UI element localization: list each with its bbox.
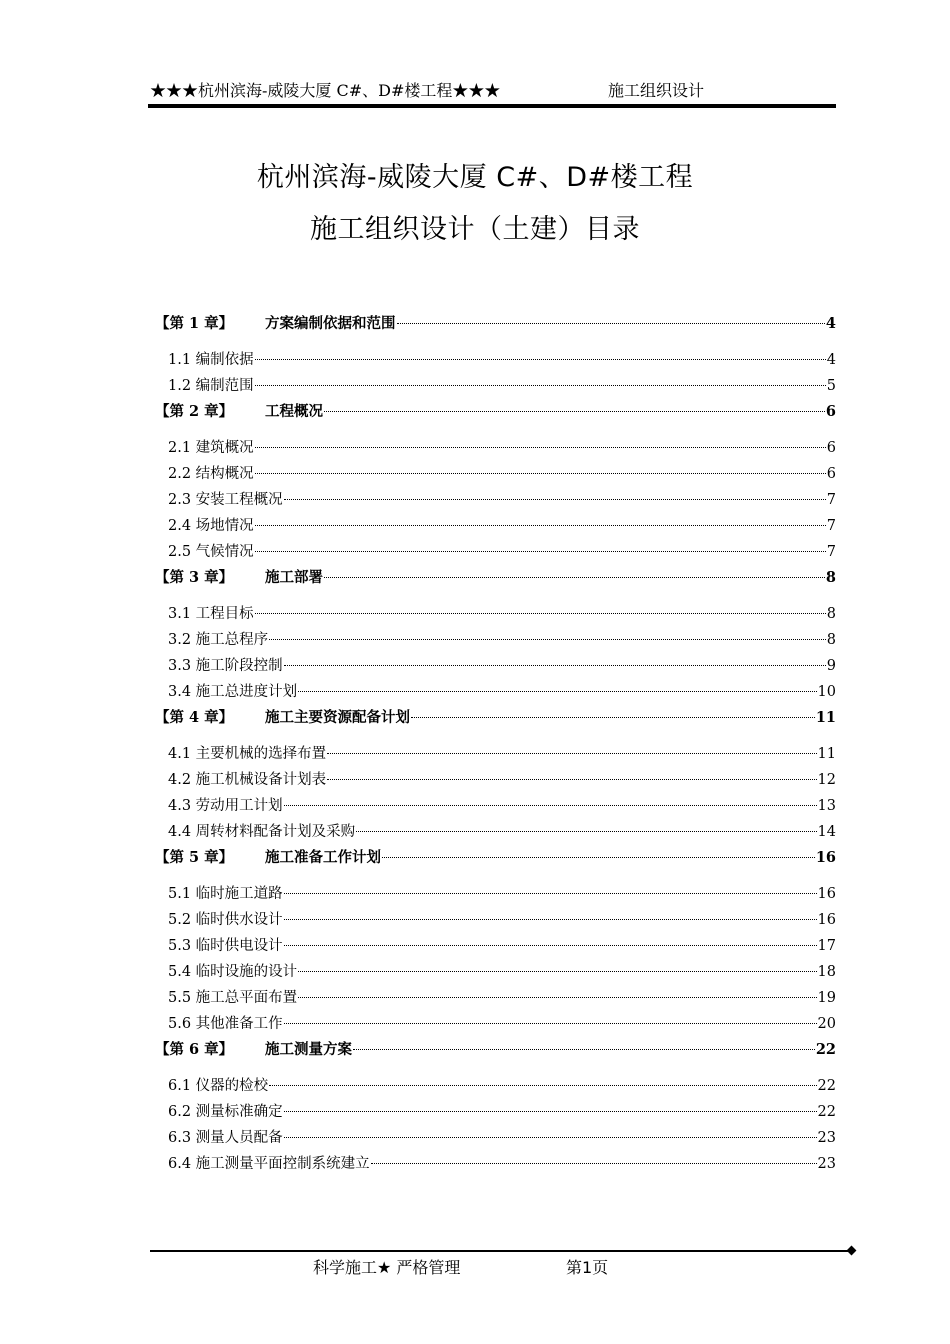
toc-leader-dots [255, 473, 826, 474]
toc-chapter-title: 施工主要资源配备计划 [265, 709, 410, 726]
toc-leader-dots [284, 1111, 817, 1112]
toc-page-number: 4 [825, 315, 836, 332]
toc-section-title: 4.1 主要机械的选择布置 [168, 746, 327, 762]
toc-section-row[interactable] [155, 603, 836, 629]
toc-leader-dots [284, 945, 817, 946]
toc-leader-dots [371, 1163, 817, 1164]
toc-chapter-row[interactable] [155, 847, 836, 883]
toc-chapter-row[interactable] [155, 313, 836, 349]
toc-section-title: 4.3 劳动用工计划 [168, 798, 283, 814]
toc-leader-dots [269, 1085, 816, 1086]
toc-page-number: 4 [826, 352, 836, 368]
toc-page-number: 16 [815, 849, 836, 866]
toc-leader-dots [324, 411, 825, 412]
toc-leader-dots [255, 385, 826, 386]
toc-chapter-number: 【第 3 章】 [155, 569, 234, 586]
toc-leader-dots [284, 919, 817, 920]
toc-section-title: 3.1 工程目标 [168, 606, 254, 622]
toc-page-number: 16 [817, 886, 836, 902]
toc-section-row[interactable] [155, 743, 836, 769]
toc-section-row[interactable] [155, 769, 836, 795]
toc-leader-dots [269, 639, 826, 640]
toc-leader-dots [298, 691, 816, 692]
toc-leader-dots [284, 1137, 817, 1138]
toc-chapter-number: 【第 6 章】 [155, 1041, 234, 1058]
toc-page-number: 14 [817, 824, 836, 840]
toc-page-number: 7 [826, 544, 836, 560]
toc-page-number: 22 [817, 1078, 836, 1094]
toc-leader-dots [382, 857, 815, 858]
toc-section-row[interactable] [155, 655, 836, 681]
toc-section-title: 2.1 建筑概况 [168, 440, 254, 456]
toc-page-number: 13 [817, 798, 836, 814]
toc-section-title: 5.3 临时供电设计 [168, 938, 283, 954]
toc-section-row[interactable] [155, 1075, 836, 1101]
toc-section-row[interactable] [155, 795, 836, 821]
toc-section-title: 6.2 测量标准确定 [168, 1104, 283, 1120]
toc-page-number: 8 [826, 632, 836, 648]
toc-leader-dots [255, 613, 826, 614]
toc-page-number: 17 [817, 938, 836, 954]
toc-page-number: 11 [815, 709, 836, 726]
toc-section-row[interactable] [155, 375, 836, 401]
toc-section-row[interactable] [155, 1013, 836, 1039]
toc-section-title: 2.2 结构概况 [168, 466, 254, 482]
toc-section-title: 3.3 施工阶段控制 [168, 658, 283, 674]
toc-page-number: 18 [817, 964, 836, 980]
toc-section-row[interactable] [155, 463, 836, 489]
toc-section-row[interactable] [155, 961, 836, 987]
toc-section-row[interactable] [155, 935, 836, 961]
toc-page-number: 22 [815, 1041, 836, 1058]
toc-leader-dots [298, 971, 816, 972]
toc-section-title: 6.1 仪器的检校 [168, 1078, 269, 1094]
toc-section-title: 2.3 安装工程概况 [168, 492, 283, 508]
toc-page-number: 6 [826, 440, 836, 456]
toc-chapter-number: 【第 4 章】 [155, 709, 234, 726]
table-of-contents [155, 313, 836, 1179]
toc-section-title: 6.3 测量人员配备 [168, 1130, 283, 1146]
toc-leader-dots [397, 323, 825, 324]
toc-leader-dots [255, 525, 826, 526]
toc-page-number: 8 [826, 606, 836, 622]
footer-rule [150, 1250, 850, 1252]
toc-chapter-number: 【第 5 章】 [155, 849, 234, 866]
toc-page-number: 12 [817, 772, 836, 788]
toc-leader-dots [284, 1023, 817, 1024]
toc-page-number: 16 [817, 912, 836, 928]
toc-leader-dots [284, 805, 817, 806]
toc-leader-dots [298, 997, 816, 998]
toc-page-number: 19 [817, 990, 836, 1006]
toc-page-number: 22 [817, 1104, 836, 1120]
toc-leader-dots [324, 577, 825, 578]
header-project-name: ★★★杭州滨海-威陵大厦 C#、D#楼工程★★★ [150, 81, 501, 100]
toc-section-row[interactable] [155, 821, 836, 847]
toc-section-title: 5.4 临时设施的设计 [168, 964, 298, 980]
toc-section-title: 1.1 编制依据 [168, 352, 254, 368]
toc-page-number: 7 [826, 492, 836, 508]
toc-section-row[interactable] [155, 489, 836, 515]
toc-page-number: 8 [825, 569, 836, 586]
toc-section-title: 5.1 临时施工道路 [168, 886, 283, 902]
toc-chapter-number: 【第 1 章】 [155, 315, 234, 332]
toc-section-title: 5.5 施工总平面布置 [168, 990, 298, 1006]
toc-page-number: 6 [826, 466, 836, 482]
toc-page-number: 10 [817, 684, 836, 700]
toc-section-title: 3.2 施工总程序 [168, 632, 269, 648]
toc-chapter-row[interactable] [155, 1039, 836, 1075]
footer-diamond [847, 1246, 857, 1256]
toc-section-title: 5.2 临时供水设计 [168, 912, 283, 928]
toc-page-number: 6 [825, 403, 836, 420]
toc-section-title: 2.4 场地情况 [168, 518, 254, 534]
toc-leader-dots [255, 359, 826, 360]
toc-leader-dots [411, 717, 815, 718]
toc-section-row[interactable] [155, 541, 836, 567]
page-header [150, 78, 836, 102]
toc-page-number: 23 [817, 1130, 836, 1146]
toc-page-number: 20 [817, 1016, 836, 1032]
toc-leader-dots [255, 551, 826, 552]
toc-section-row[interactable] [155, 515, 836, 541]
toc-chapter-title: 方案编制依据和范围 [265, 315, 396, 332]
toc-section-title: 3.4 施工总进度计划 [168, 684, 298, 700]
toc-page-number: 7 [826, 518, 836, 534]
toc-leader-dots [327, 753, 816, 754]
toc-page-number: 11 [817, 746, 836, 762]
toc-leader-dots [327, 779, 816, 780]
header-doc-type: 施工组织设计 [608, 81, 705, 100]
toc-section-row[interactable] [155, 1153, 836, 1179]
toc-page-number: 9 [826, 658, 836, 674]
toc-chapter-title: 施工测量方案 [265, 1041, 352, 1058]
footer-motto: 科学施工★ 严格管理 [313, 1258, 461, 1277]
toc-section-title: 1.2 编制范围 [168, 378, 254, 394]
toc-section-row[interactable] [155, 909, 836, 935]
toc-chapter-row[interactable] [155, 707, 836, 743]
toc-chapter-title: 施工准备工作计划 [265, 849, 381, 866]
toc-chapter-title: 工程概况 [265, 403, 323, 420]
toc-section-row[interactable] [155, 349, 836, 375]
doc-title-line1: 杭州滨海-威陵大厦 C#、D#楼工程 [256, 162, 694, 193]
toc-leader-dots [255, 447, 826, 448]
toc-section-row[interactable] [155, 1101, 836, 1127]
toc-section-row[interactable] [155, 681, 836, 707]
toc-page-number: 23 [817, 1156, 836, 1172]
toc-section-title: 4.4 周转材料配备计划及采购 [168, 824, 356, 840]
header-rule [148, 104, 836, 108]
toc-section-title: 2.5 气候情况 [168, 544, 254, 560]
toc-leader-dots [356, 831, 816, 832]
toc-leader-dots [284, 665, 826, 666]
toc-chapter-title: 施工部署 [265, 569, 323, 586]
toc-leader-dots [284, 893, 817, 894]
doc-title-line2: 施工组织设计（土建）目录 [310, 214, 640, 245]
toc-section-title: 4.2 施工机械设备计划表 [168, 772, 327, 788]
toc-section-row[interactable] [155, 1127, 836, 1153]
toc-page-number: 5 [826, 378, 836, 394]
toc-leader-dots [284, 499, 826, 500]
toc-chapter-row[interactable] [155, 401, 836, 437]
toc-chapter-row[interactable] [155, 567, 836, 603]
toc-chapter-number: 【第 2 章】 [155, 403, 234, 420]
toc-leader-dots [353, 1049, 815, 1050]
footer-page-number: 第1页 [566, 1258, 609, 1277]
toc-section-title: 5.6 其他准备工作 [168, 1016, 283, 1032]
toc-section-row[interactable] [155, 987, 836, 1013]
toc-section-row[interactable] [155, 883, 836, 909]
toc-section-title: 6.4 施工测量平面控制系统建立 [168, 1156, 370, 1172]
toc-section-row[interactable] [155, 437, 836, 463]
toc-section-row[interactable] [155, 629, 836, 655]
